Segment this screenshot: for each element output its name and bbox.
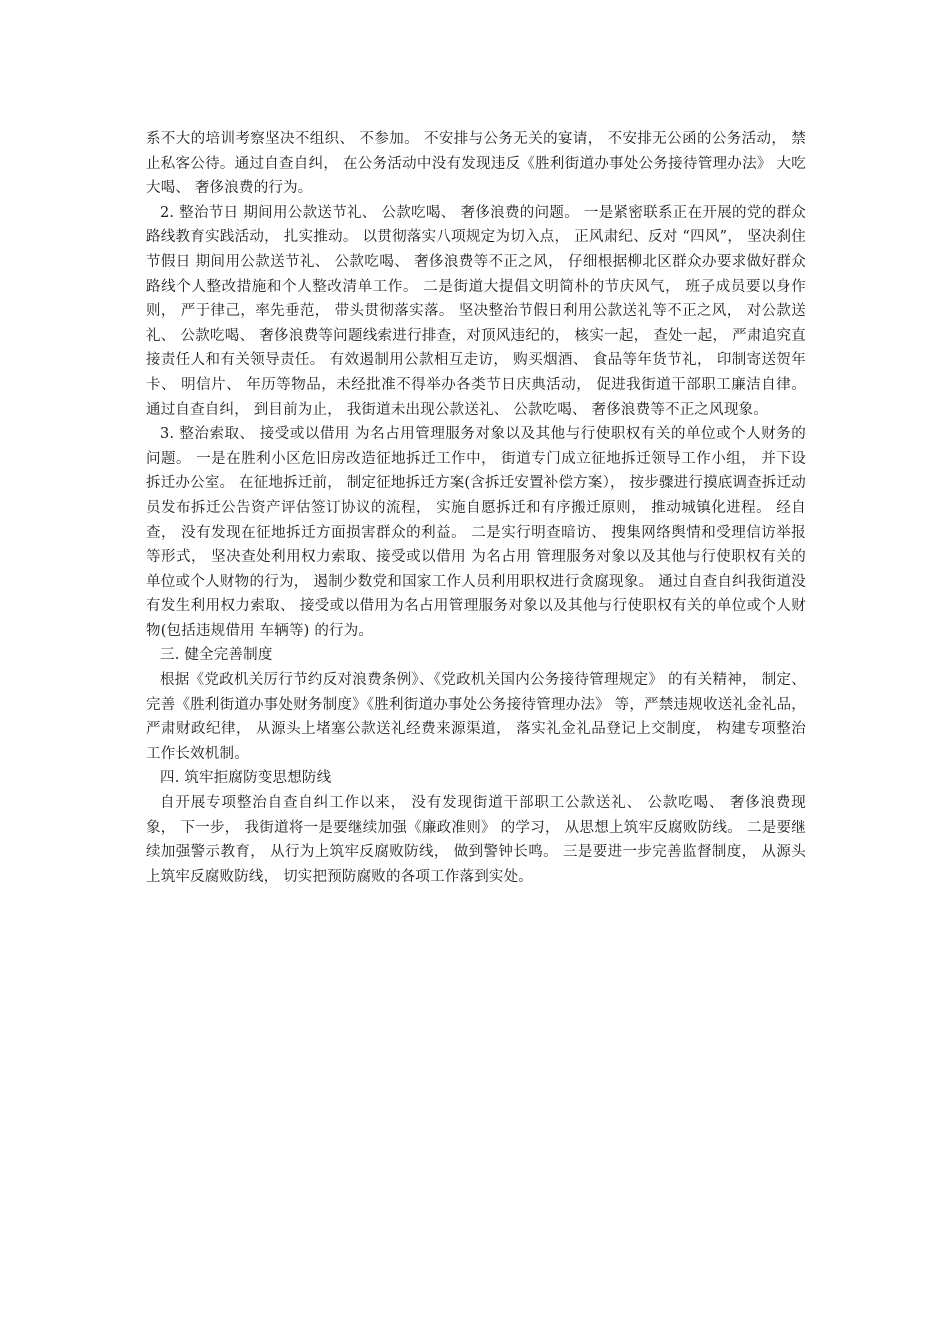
paragraph-continuation: 系不大的培训考察坚决不组织、 不参加。 不安排与公务无关的宴请， 不安排无公函的公务活动， 禁止私客公待。通过自查自纠， 在公务活动中没有发现违反《胜利街道办事处公务接待管理办法》 大吃大喝、 奢侈浪费的行为。 bbox=[146, 131, 806, 197]
paragraph-section-4: 自开展专项整治自查自纠工作以来， 没有发现街道干部职工公款送礼、 公款吃喝、 奢侈浪费现象， 下一步， 我街道将一是要继续加强《廉政准则》 的学习， 从思想上筑牢反腐败防线。 二是要继续加强警示教育， 从行为上筑牢反腐败防线， 做到警钟长鸣。 三是要进一步完善监督制度， 从源头上筑牢反腐败防线， 切实把预防腐败的各项工作落到实处。 bbox=[146, 795, 806, 885]
paragraph-item-2: 2. 整治节日 期间用公款送节礼、 公款吃喝、 奢侈浪费的问题。 一是紧密联系正在开展的党的群众路线教育实践活动， 扎实推动。 以贯彻落实八项规定为切入点， 正风肃纪、反对 “四风”， 坚决刹住节假日 期间用公款送节礼、 公款吃喝、 奢侈浪费等不正之风， 仔细根据柳北区群众办要求做好群众路线个人整改措施和个人整改清单工作。 二是街道大提倡文明简朴的节庆风气， 班子成员要以身作则， 严于律己，率先垂范， 带头贯彻落实落。 坚决整治节假日利用公款送礼等不正之风， 对公款送礼、 公款吃喝、 奢侈浪费等问题线索进行排查，对顶风违纪的， 核实一起， 查处一起， 严肃追究直接责任人和有关领导责任。 有效遏制用公款相互走访， 购买烟酒、 食品等年货节礼， 印制寄送贺年卡、 明信片、 年历等物品，未经批准不得举办各类节日庆典活动， 促进我街道干部职工廉洁自律。 通过自查自纠， 到目前为止， 我街道未出现公款送礼、 公款吃喝、 奢侈浪费等不正之风现象。 bbox=[146, 204, 806, 418]
section-heading-4: 四. 筑牢拒腐防变思想防线 bbox=[160, 770, 332, 787]
section-heading-3: 三. 健全完善制度 bbox=[160, 647, 273, 664]
paragraph-section-3: 根据《党政机关厉行节约反对浪费条例》、《党政机关国内公务接待管理规定》 的有关精神， 制定、 完善《胜利街道办事处财务制度》《胜利街道办事处公务接待管理办法》 等，严禁违规收送礼金礼品， 严肃财政纪律， 从源头上堵塞公款送礼经费来源渠道， 落实礼金礼品登记上交制度， 构建专项整治工作长效机制。 bbox=[146, 672, 806, 762]
paragraph-item-3: 3. 整治索取、 接受或以借用 为名占用管理服务对象以及其他与行使职权有关的单位或个人财务的问题。 一是在胜利小区危旧房改造征地拆迁工作中， 街道专门成立征地拆迁领导工作小组， 并下设拆迁办公室。 在征地拆迁前， 制定征地拆迁方案(含拆迁安置补偿方案）， 按步骤进行摸底调查拆迁动员发布拆迁公告资产评估签订协议的流程， 实施自愿拆迁和有序搬迁原则， 推动城镇化进程。 经自查， 没有发现在征地拆迁方面损害群众的利益。 二是实行明查暗访、 搜集网络舆情和受理信访举报等形式， 坚决查处利用权力索取、接受或以借用 为名占用 管理服务对象以及其他与行使职权有关的单位或个人财物的行为， 遏制少数党和国家工作人员利用职权进行贪腐现象。 通过自查自纠我街道没有发生利用权力索取、 接受或以借用为名占用管理服务对象以及其他与行使职权有关的单位或个人财物(包括违规借用 车辆等) 的行为。 bbox=[146, 426, 806, 639]
document-body bbox=[146, 127, 806, 889]
